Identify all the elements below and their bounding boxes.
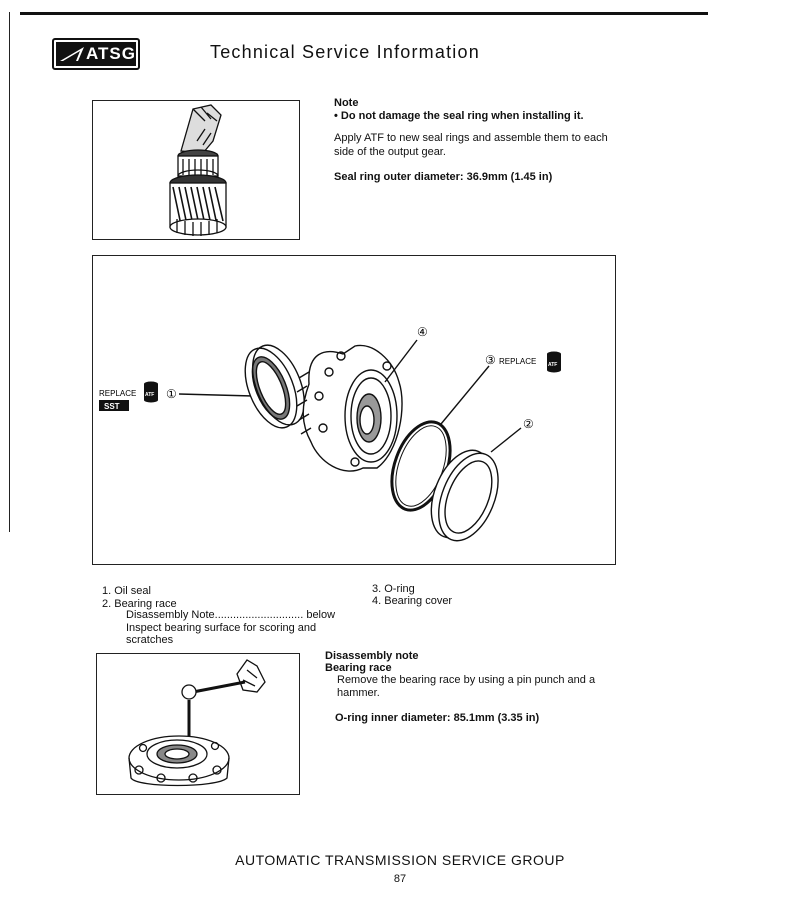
parts-list-item-3: 3. O-ring [372,583,415,595]
atsg-logo [52,38,140,70]
top-rule [20,12,708,15]
replace-label-left: REPLACE [99,389,137,398]
disassembly-body-line-1: Remove the bearing race by using a pin punch and a [337,674,596,686]
note-body-line-1: Apply ATF to new seal rings and assemble them to each [334,132,608,144]
atf-badge-right: ATF [548,362,558,368]
footer-company: AUTOMATIC TRANSMISSION SERVICE GROUP [235,852,565,868]
callout-1: ① [166,387,177,401]
disassembly-body-line-2: hammer. [337,687,380,699]
exploded-view-diagram [92,255,616,565]
atf-badge-left: ATF [145,392,155,398]
disassembly-heading: Disassembly note [325,650,419,662]
note-bullet: • Do not damage the seal ring when installing it. [334,110,584,122]
callout-4: ④ [417,325,428,339]
inspect-note-line-1: Inspect bearing surface for scoring and [126,622,317,634]
parts-list-item-2: 2. Bearing race [102,598,177,610]
hammer-punch-drawing [97,654,299,794]
bearing-race-subheading: Bearing race [325,662,392,674]
replace-label-right: REPLACE [499,357,537,366]
callout-2: ② [523,417,534,431]
atf-can-icon [144,382,158,403]
output-gear-drawing [93,101,299,239]
parts-list-item-1: 1. Oil seal [102,585,151,597]
atf-can-icon [547,352,561,373]
o-ring-spec: O-ring inner diameter: 85.1mm (3.35 in) [335,712,540,724]
left-rule [9,12,10,532]
bearing-cover-exploded-drawing [93,256,615,564]
seal-ring-illustration [92,100,300,240]
logo-text: ATSG [86,44,136,63]
page-number: 87 [393,873,407,885]
disassembly-note-ref: Disassembly Note............................. below [126,609,336,621]
parts-list-item-4: 4. Bearing cover [372,595,453,607]
inspect-note-line-2: scratches [126,634,174,646]
sst-badge-text: SST [104,402,120,411]
seal-ring-spec: Seal ring outer diameter: 36.9mm (1.45 in) [334,171,553,183]
note-body-line-2: side of the output gear. [334,146,446,158]
bearing-race-removal-illustration [96,653,300,795]
note-heading: Note [334,97,359,109]
page-title: Technical Service Information [210,42,480,62]
logo-arrow-icon [60,45,86,63]
callout-3: ③ [485,353,496,367]
sst-badge [99,400,129,411]
